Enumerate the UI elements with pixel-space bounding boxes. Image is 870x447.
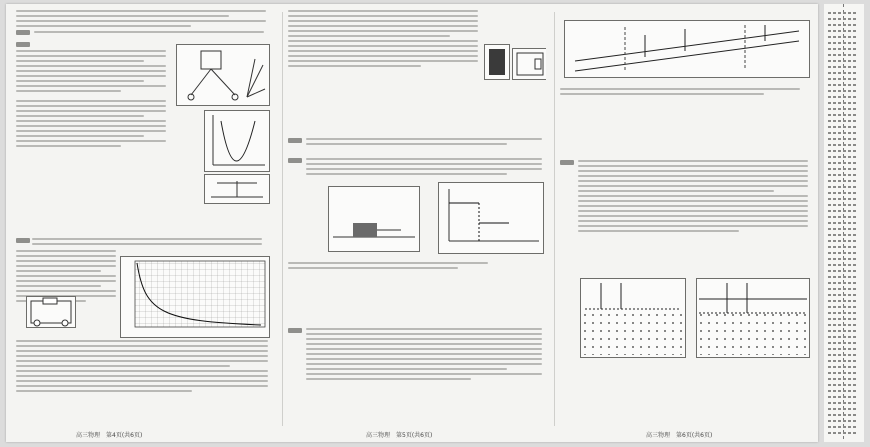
sealing-mark: [828, 246, 858, 248]
page-4-column: [16, 10, 274, 428]
sealing-mark: [828, 60, 858, 62]
sealing-mark: [828, 216, 858, 218]
page-4-footer: 高三物理 第4页(共6页): [76, 432, 143, 439]
sealing-mark: [828, 90, 858, 92]
section-instructions: [34, 31, 264, 36]
question-11-text: [16, 50, 166, 95]
sealing-mark: [828, 306, 858, 308]
sealing-mark: [828, 366, 858, 368]
sealing-mark: [828, 258, 858, 260]
block-on-surface-figure: [328, 186, 420, 252]
sealing-mark: [828, 84, 858, 86]
sealing-mark: [828, 72, 858, 74]
circuit-diagram: [26, 296, 76, 328]
sealing-mark: [828, 24, 858, 26]
sealing-mark: [828, 144, 858, 146]
sealing-mark: [828, 48, 858, 50]
circuit-figure-small: [512, 48, 546, 80]
sealing-mark: [828, 432, 858, 434]
page-5-footer: 高三物理 第5页(共6页): [366, 432, 433, 439]
force-table-figure: [176, 44, 270, 106]
question-12-number: [16, 238, 30, 243]
sealing-mark: [828, 162, 858, 164]
sealing-mark: [828, 390, 858, 392]
page-5-column: [288, 10, 546, 428]
sealing-mark: [828, 126, 858, 128]
sealing-mark: [828, 78, 858, 80]
sealing-mark: [828, 300, 858, 302]
dotted-field-figure-a: [580, 278, 686, 358]
sealing-mark: [828, 54, 858, 56]
page-6-column: [560, 10, 812, 428]
sealing-mark: [828, 252, 858, 254]
sealing-mark: [828, 234, 858, 236]
question-14-text: [306, 328, 542, 383]
sealing-mark: [828, 348, 858, 350]
sealing-mark: [828, 132, 858, 134]
sealing-mark: [828, 66, 858, 68]
sealing-mark: [828, 186, 858, 188]
column-divider: [554, 12, 555, 426]
force-time-graph: [438, 182, 544, 254]
sealing-mark: [828, 12, 858, 14]
sealing-mark: [828, 198, 858, 200]
sealing-mark: [828, 372, 858, 374]
question-15-subparts: [560, 88, 800, 98]
sealing-mark: [828, 180, 858, 182]
sealing-mark: [828, 240, 858, 242]
sealing-mark: [828, 282, 858, 284]
question-13-text: [306, 158, 542, 178]
sealing-mark: [828, 378, 858, 380]
sealing-mark: [828, 396, 858, 398]
sealing-mark: [828, 18, 858, 20]
sealing-mark: [828, 426, 858, 428]
sealing-mark: [828, 42, 858, 44]
sealing-mark: [828, 294, 858, 296]
sealing-mark: [828, 420, 858, 422]
photo-figure: [484, 44, 510, 80]
sealing-mark: [828, 102, 858, 104]
sealing-mark: [828, 384, 858, 386]
section-heading: [288, 138, 302, 143]
question-12-continued: [288, 10, 478, 70]
section-instructions: [306, 138, 542, 148]
sealing-mark: [828, 324, 858, 326]
question-11-subparts: [16, 100, 166, 150]
sealing-mark: [828, 270, 858, 272]
sealing-line-strip: [824, 4, 864, 442]
sealing-mark: [828, 210, 858, 212]
question-16-number: [560, 160, 574, 165]
sealing-mark: [828, 336, 858, 338]
question-16-text: [578, 160, 808, 235]
sealing-mark: [828, 312, 858, 314]
balance-figure: [204, 174, 270, 204]
sealing-mark: [828, 204, 858, 206]
sealing-mark: [828, 36, 858, 38]
sealing-mark: [828, 318, 858, 320]
question-14-number: [288, 328, 302, 333]
sealing-mark: [828, 192, 858, 194]
sealing-mark: [828, 360, 858, 362]
question-11-number: [16, 42, 30, 47]
sealing-mark: [828, 174, 858, 176]
question-12-text: [32, 238, 262, 248]
sealing-mark: [828, 264, 858, 266]
sealing-mark: [828, 408, 858, 410]
question-12-subparts: [16, 340, 268, 395]
sealing-mark: [828, 168, 858, 170]
sealing-mark: [828, 156, 858, 158]
question-13-subparts: [288, 262, 488, 272]
rails-magnetic-field-figure: [564, 20, 810, 78]
question-13-number: [288, 158, 302, 163]
sealing-mark: [828, 150, 858, 152]
sealing-mark: [828, 222, 858, 224]
column-divider: [282, 12, 283, 426]
parabola-graph: [204, 110, 270, 172]
dotted-field-figure-b: [696, 278, 810, 358]
options-text: [16, 10, 266, 30]
sealing-mark: [828, 276, 858, 278]
sealing-mark: [828, 120, 858, 122]
sealing-mark: [828, 330, 858, 332]
sealing-mark: [828, 30, 858, 32]
exam-sheet: [6, 4, 818, 442]
sealing-mark: [828, 288, 858, 290]
sealing-mark: [828, 228, 858, 230]
sealing-mark: [828, 114, 858, 116]
sealing-mark: [828, 354, 858, 356]
sealing-mark: [828, 342, 858, 344]
sealing-mark: [828, 108, 858, 110]
sealing-mark: [828, 138, 858, 140]
sealing-mark: [828, 414, 858, 416]
sealing-mark: [828, 402, 858, 404]
sealing-mark: [828, 96, 858, 98]
page-6-footer: 高三物理 第6页(共6页): [646, 432, 713, 439]
section-heading: [16, 30, 30, 35]
resistance-grid-graph: [120, 256, 270, 338]
